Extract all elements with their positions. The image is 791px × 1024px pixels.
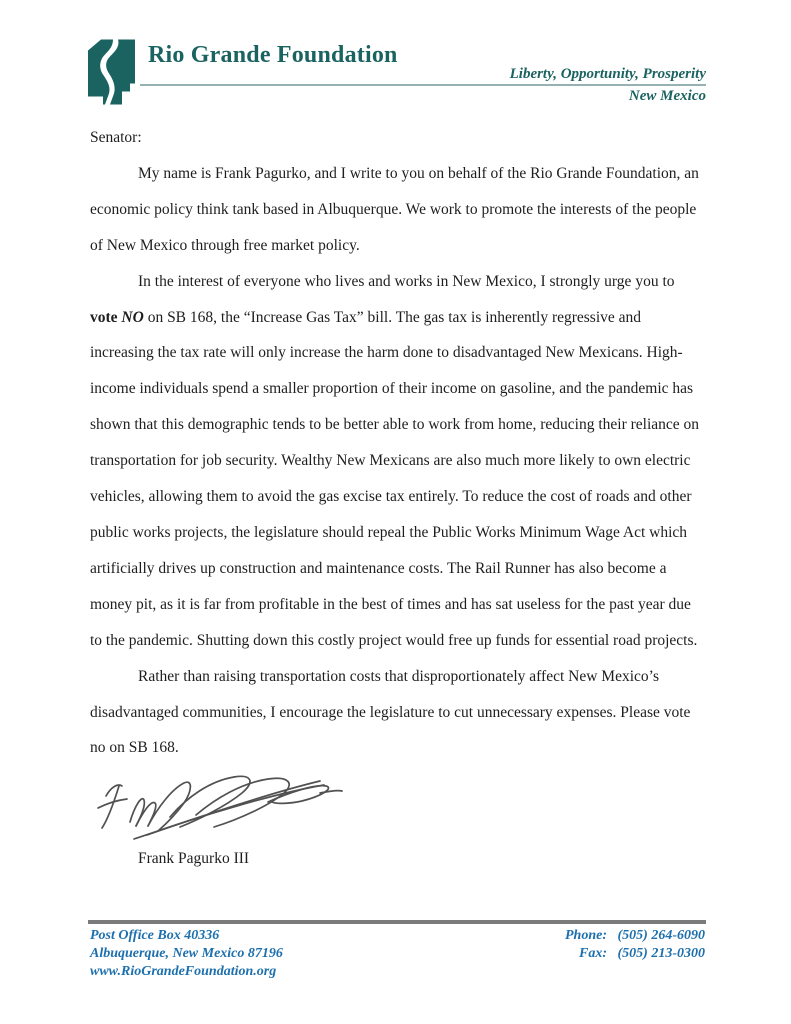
signature-image <box>92 769 344 845</box>
phone-row <box>565 927 705 945</box>
header-rule <box>140 84 706 86</box>
paragraph: In the interest of everyone who lives and works in New Mexico, I strongly urge you to vote NO on SB 168, the “Increase Gas Tax” bill. The gas tax is inherently regressive and increasing the tax rate will only increase the harm done to disadvantaged New Mexicans. High-income individuals spend a smaller proportion of their income on gasoline, and the pandemic has shown that this demographic tends to be better able to work from home, reducing their reliance on transportation for job security. Wealthy New Mexicans are also much more likely to own electric vehicles, allowing them to avoid the gas excise tax entirely. To reduce the cost of roads and other public works projects, the legislature should repeal the Public Works Minimum Wage Act which artificially drives up construction and maintenance costs. The Rail Runner has also become a money pit, as it is far from profitable in the best of times and has sat useless for the past year due to the pandemic. Shutting down this costly project would free up funds for essential road projects. <box>90 272 700 649</box>
fax-row <box>565 945 705 963</box>
letter-paragraphs <box>90 156 704 766</box>
phone-label: Phone: <box>565 928 607 943</box>
signer-name: Frank Pagurko III <box>138 850 250 868</box>
fax-label: Fax: <box>579 945 607 961</box>
city-line: Albuquerque, New Mexico 87196 <box>90 945 283 961</box>
salutation: Senator: <box>90 129 142 146</box>
po-box-line: Post Office Box 40336 <box>90 928 220 943</box>
footer-rule <box>88 920 706 924</box>
letter-body <box>90 120 704 871</box>
rio-grande-foundation-logo <box>88 39 138 106</box>
region-label: New Mexico <box>628 88 706 104</box>
footer-address-block <box>90 927 283 980</box>
fax-number: (505) 213-0300 <box>617 945 705 961</box>
phone-number: (505) 264-6090 <box>617 928 705 943</box>
footer-contact-block <box>565 927 705 963</box>
paragraph: Rather than raising transportation costs that disproportionately affect New Mexico’s disadvantaged communities, I encourage the legislature to cut unnecessary expenses. Please vote no on SB 168. <box>90 667 691 757</box>
org-name: Rio Grande Foundation <box>148 42 398 68</box>
paragraph: My name is Frank Pagurko, and I write to you on behalf of the Rio Grande Foundation, an economic policy think tank based in Albuquerque. We work to promote the interests of the people of New Mexico through free market policy. <box>90 164 699 254</box>
website-url: www.RioGrandeFoundation.org <box>90 963 277 979</box>
tagline: Liberty, Opportunity, Prosperity <box>509 66 706 82</box>
